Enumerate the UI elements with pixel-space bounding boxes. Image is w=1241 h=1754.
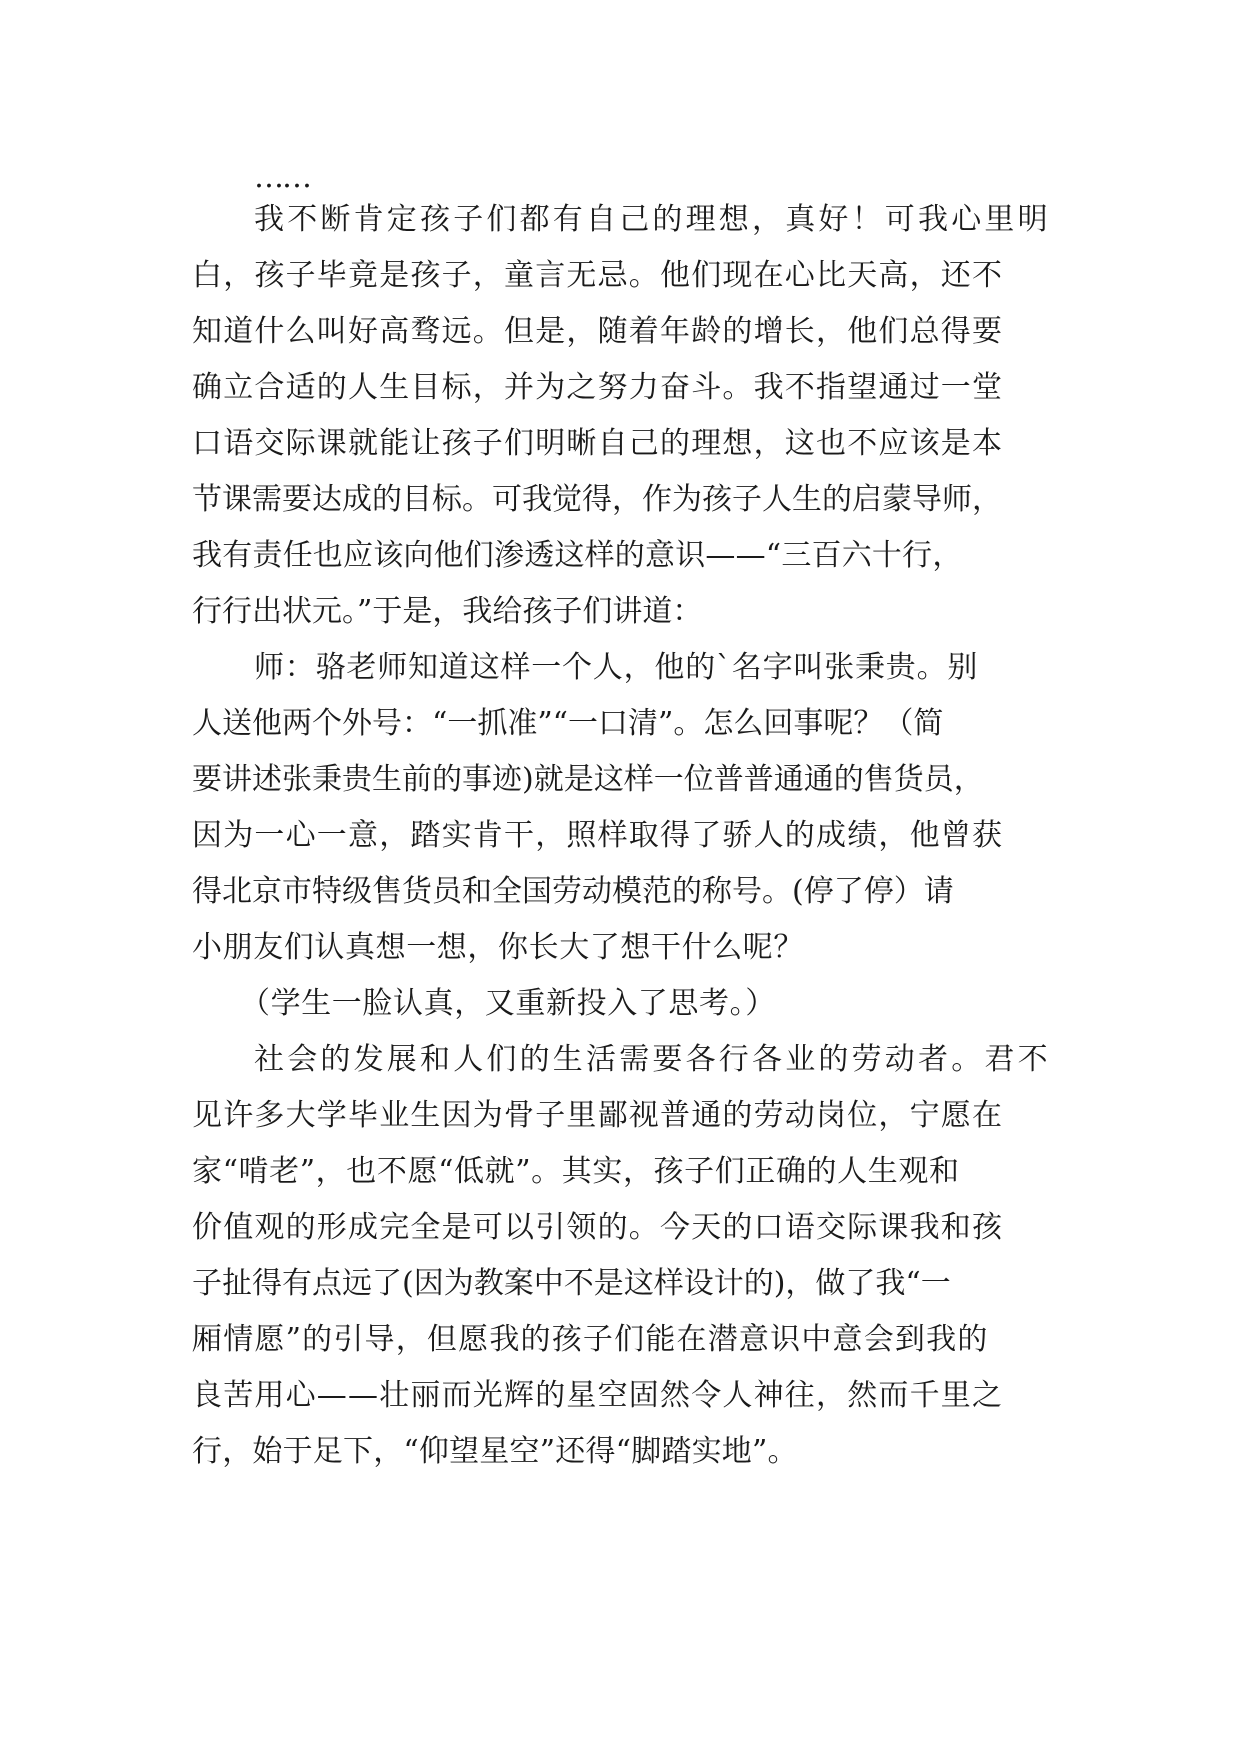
text-line: 知道什么叫好高骛远。但是，随着年龄的增长，他们总得要 [192, 314, 1004, 349]
text-line: 行，始于足下，“仰望星空”还得“脚踏实地”。 [192, 1434, 798, 1469]
text-line: 价值观的形成完全是可以引领的。今天的口语交际课我和孩 [192, 1210, 1004, 1245]
text-line: （学生一脸认真，又重新投入了思考。） [240, 986, 776, 1021]
text-line: 我不断肯定孩子们都有自己的理想，真好！可我心里明 [254, 202, 1051, 237]
text-line: 厢情愿”的引导，但愿我的孩子们能在潜意识中意会到我的 [192, 1322, 989, 1357]
text-line: 子扯得有点远了(因为教案中不是这样设计的)，做了我“一 [192, 1266, 951, 1301]
text-line: 节课需要达成的目标。可我觉得，作为孩子人生的启蒙导师， [192, 482, 1002, 517]
text-line: 家“啃老”，也不愿“低就”。其实，孩子们正确的人生观和 [192, 1154, 960, 1189]
text-line: 小朋友们认真想一想，你长大了想干什么呢？ [192, 930, 804, 965]
text-line: 因为一心一意，踏实肯干，照样取得了骄人的成绩，他曾获 [192, 818, 1004, 853]
ellipsis-line: …… [254, 160, 310, 195]
text-line: 我有责任也应该向他们渗透这样的意识——“三百六十行， [192, 538, 963, 573]
text-line: 行行出状元。”于是，我给孩子们讲道： [192, 594, 703, 629]
text-line: 白，孩子毕竟是孩子，童言无忌。他们现在心比天高，还不 [192, 258, 1004, 293]
text-line: 师：骆老师知道这样一个人，他的`名字叫张秉贵。别 [254, 650, 979, 685]
text-line: 见许多大学毕业生因为骨子里鄙视普通的劳动岗位，宁愿在 [192, 1098, 1004, 1133]
text-line: 确立合适的人生目标，并为之努力奋斗。我不指望通过一堂 [192, 370, 1004, 405]
text-line: 社会的发展和人们的生活需要各行各业的劳动者。君不 [254, 1042, 1051, 1077]
text-line: 得北京市特级售货员和全国劳动模范的称号。(停了停）请 [192, 874, 954, 909]
text-line: 人送他两个外号：“一抓准”“一口清”。怎么回事呢？（简 [192, 706, 944, 741]
text-line: 口语交际课就能让孩子们明晰自己的理想，这也不应该是本 [192, 426, 1004, 461]
text-line: 良苦用心——壮丽而光辉的星空固然令人神往，然而千里之 [192, 1378, 1004, 1413]
text-line: 要讲述张秉贵生前的事迹)就是这样一位普普通通的售货员， [192, 762, 984, 797]
